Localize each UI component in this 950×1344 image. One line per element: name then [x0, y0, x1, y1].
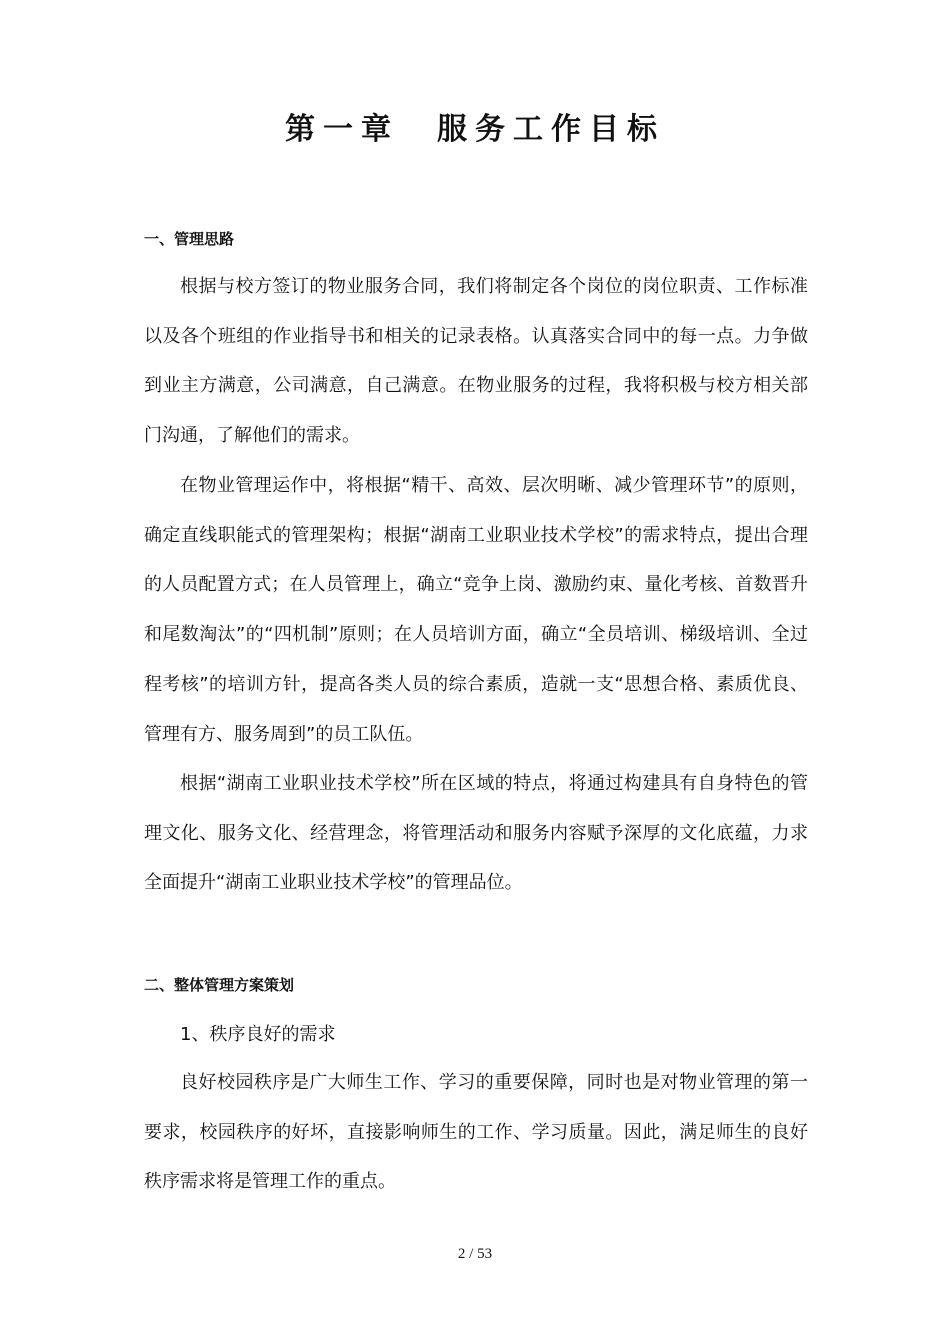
chapter-title: 第一章 服务工作目标	[285, 112, 665, 147]
subheading-order-needs: 1、秩序良好的需求	[180, 1024, 336, 1045]
paragraph: 在物业管理运作中，将根据“精干、高效、层次明晰、减少管理环节”的原则，确定直线职能式的管理架构；根据“湖南工业职业技术学校”的需求特点，提出合理的人员配置方式；在人员管理上，确立“竞争上岗、激励约束、量化考核、首数晋升和尾数淘汰”的“四机制”原则；在人员培训方面，确立“全员培训、梯级培训、全过程考核”的培训方针，提高各类人员的综合素质，造就一支“思想合格、素质优良、管理有方、服务周到”的员工队伍。	[144, 475, 808, 745]
section-heading-management-approach: 一、管理思路	[144, 230, 235, 248]
section-heading-overall-plan: 二、整体管理方案策划	[144, 976, 295, 994]
paragraph: 良好校园秩序是广大师生工作、学习的重要保障，同时也是对物业管理的第一要求，校园秩序的好坏，直接影响师生的工作、学习质量。因此，满足师生的良好秩序需求将是管理工作的重点。	[144, 1072, 808, 1193]
page-number: 2 / 53	[457, 1246, 493, 1262]
paragraph: 根据“湖南工业职业技术学校”所在区域的特点，将通过构建具有自身特色的管理文化、服务文化、经营理念，将管理活动和服务内容赋予深厚的文化底蕴，力求全面提升“湖南工业职业技术学校”的管理品位。	[144, 773, 808, 894]
paragraph: 根据与校方签订的物业服务合同，我们将制定各个岗位的岗位职责、工作标准以及各个班组的作业指导书和相关的记录表格。认真落实合同中的每一点。力争做到业主方满意，公司满意，自己满意。在物业服务的过程，我将积极与校方相关部门沟通，了解他们的需求。	[144, 276, 808, 447]
